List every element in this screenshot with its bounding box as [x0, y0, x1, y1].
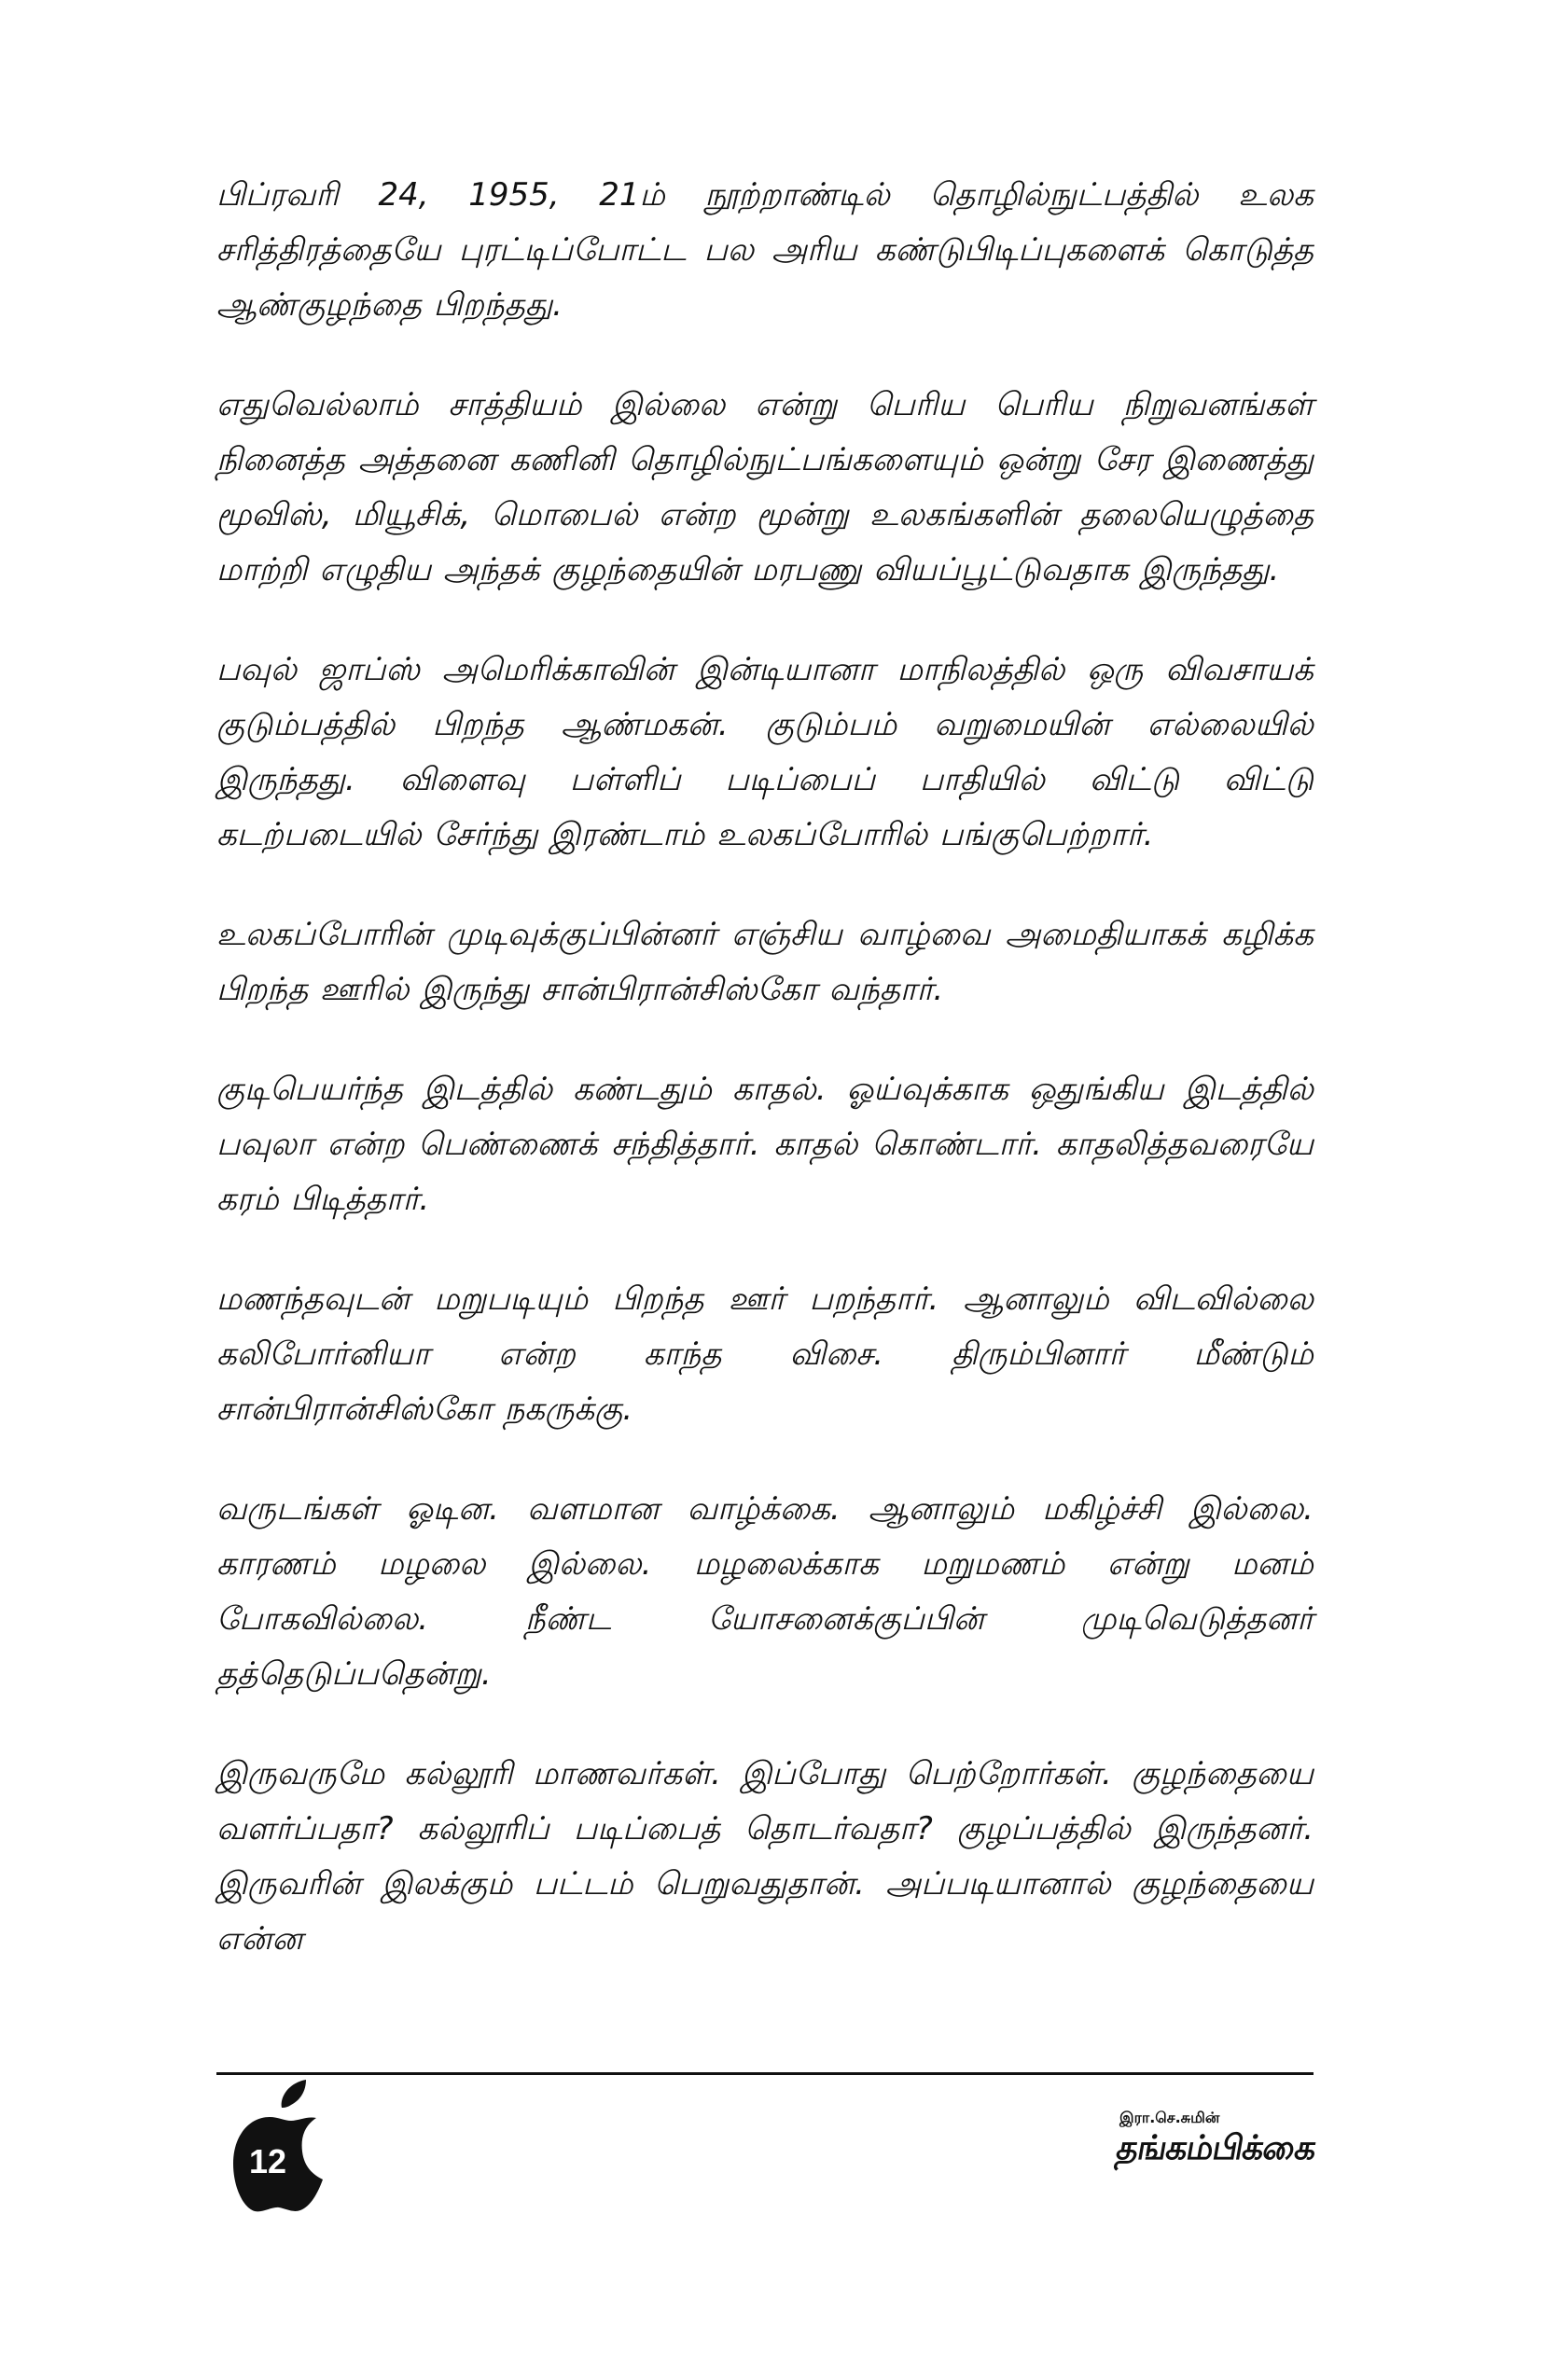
paragraph-7: வருடங்கள் ஓடின. வளமான வாழ்க்கை. ஆனாலும் மகிழ்ச்சி இல்லை. காரணம் மழலை இல்லை. மழலைக்காக மறுமணம் என்று மனம் போகவில்லை. நீண்ட யோசனைக்குப்பின் முடிவெடுத்தனர் தத்தெடுப்பதென்று.: [216, 1490, 1314, 1693]
paragraph-1: பிப்ரவரி 24, 1955, 21ம் நூற்றாண்டில் தொழில்நுட்பத்தில் உலக சரித்திரத்தையே புரட்டிப்போட்ட பல அரிய கண்டுபிடிப்புகளைக் கொடுத்த ஆண்குழந்தை பிறந்தது.: [216, 176, 1314, 324]
publisher-logo: [1054, 2109, 1319, 2179]
paragraph-8: இருவருமே கல்லூரி மாணவர்கள். இப்போது பெற்றோர்கள். குழந்தையை வளர்ப்பதா? கல்லூரிப் படிப்பைத் தொடர்வதா? குழப்பத்தில் இருந்தனர். இருவரின் இலக்கும் பட்டம் பெறுவதுதான். அப்படியானால் குழந்தையை என்ன: [216, 1755, 1314, 1958]
page-marker: [215, 2075, 327, 2215]
page-number: 12: [248, 2142, 287, 2180]
logo-small-text: இரா.செ.சுமின்: [1119, 2109, 1220, 2126]
paragraph-4: உலகப்போரின் முடிவுக்குப்பின்னர் எஞ்சிய வாழ்வை அமைதியாகக் கழிக்க பிறந்த ஊரில் இருந்து சான்பிரான்சிஸ்கோ வந்தார்.: [216, 916, 1314, 1008]
paragraph-5: குடிபெயர்ந்த இடத்தில் கண்டதும் காதல். ஓய்வுக்காக ஒதுங்கிய இடத்தில் பவுலா என்ற பெண்ணைக் சந்தித்தார். காதல் கொண்டார். காதலித்தவரையே கரம் பிடித்தார்.: [216, 1071, 1314, 1218]
paragraph-3: பவுல் ஜாப்ஸ் அமெரிக்காவின் இன்டியானா மாநிலத்தில் ஒரு விவசாயக் குடும்பத்தில் பிறந்த ஆண்மகன். குடும்பம் வறுமையின் எல்லையில் இருந்தது. விளைவு பள்ளிப் படிப்பைப் பாதியில் விட்டு விட்டு கடற்படையில் சேர்ந்து இரண்டாம் உலகப்போரில் பங்குபெற்றார்.: [216, 651, 1314, 853]
footer-rule: [216, 2072, 1314, 2075]
paragraph-2: எதுவெல்லாம் சாத்தியம் இல்லை என்று பெரிய பெரிய நிறுவனங்கள் நினைத்த அத்தனை கணினி தொழில்நுட்பங்களையும் ஒன்று சேர இணைத்து மூவிஸ், மியூசிக், மொபைல் என்ற மூன்று உலகங்களின் தலையெழுத்தை மாற்றி எழுதிய அந்தக் குழந்தையின் மரபணு வியப்பூட்டுவதாக இருந்தது.: [216, 386, 1314, 588]
logo-main-text: தங்கம்பிக்கை: [1113, 2129, 1319, 2167]
paragraph-6: மணந்தவுடன் மறுபடியும் பிறந்த ஊர் பறந்தார். ஆனாலும் விடவில்லை கலிபோர்னியா என்ற காந்த விசை. திரும்பினார் மீண்டும் சான்பிரான்சிஸ்கோ நகருக்கு.: [216, 1280, 1314, 1428]
body-text: [216, 168, 1314, 2012]
